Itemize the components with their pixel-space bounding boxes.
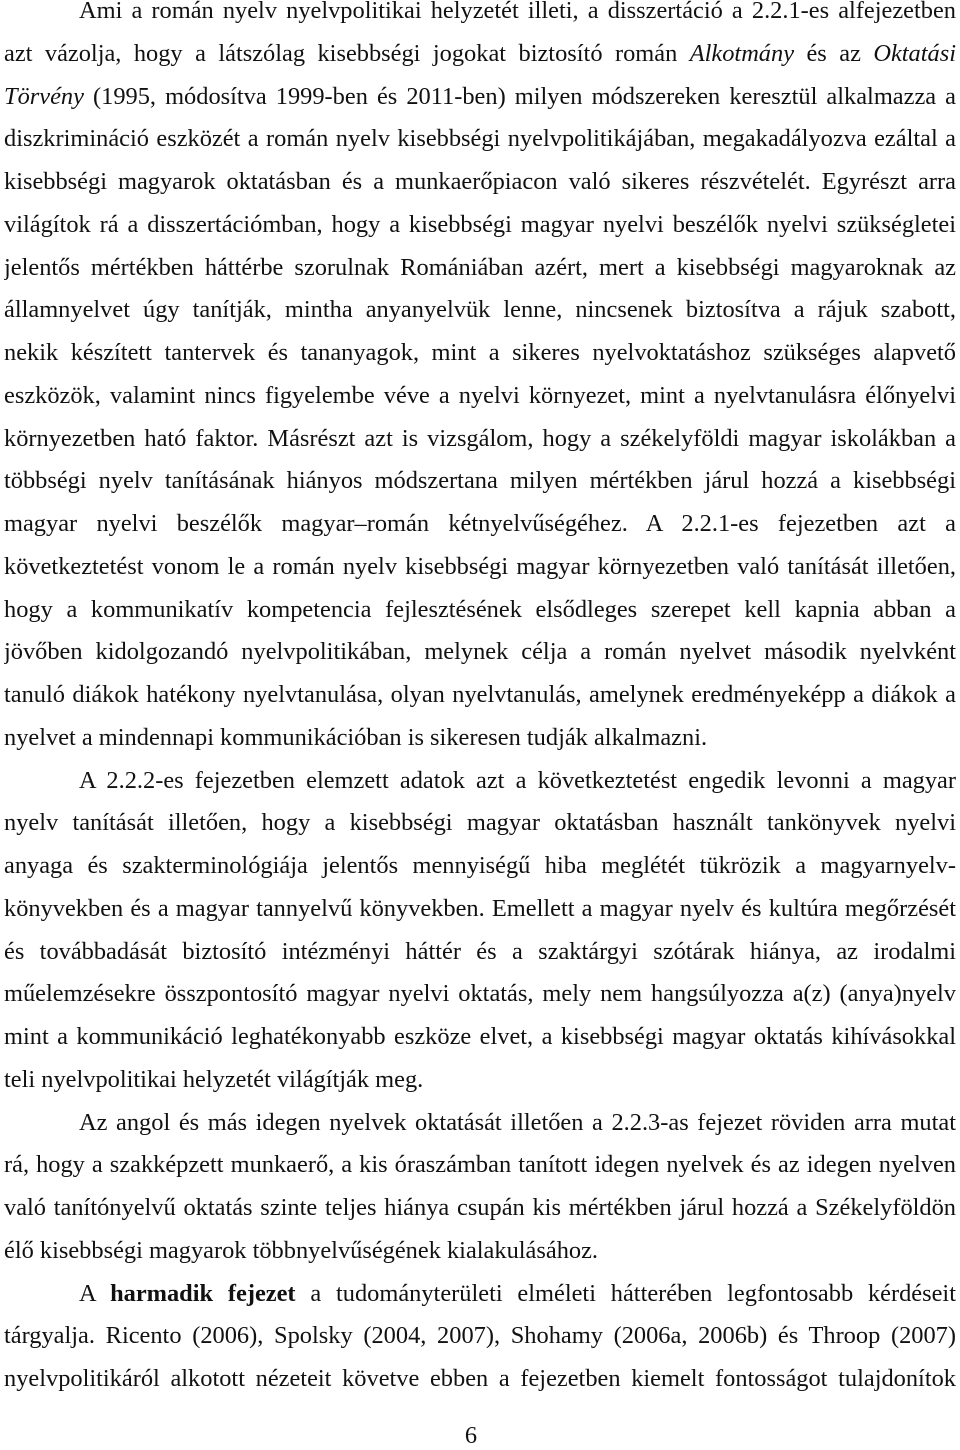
text-line (4, 118, 956, 161)
text-line (4, 674, 956, 717)
line-text: Ami a román nyelv nyelvpolitikai helyzetét illeti, a disszertáció a 2.2.1-es alfejezetben (79, 0, 956, 24)
text-line (4, 589, 956, 632)
text-line (4, 33, 956, 76)
text-line (4, 161, 956, 204)
text-line (4, 1016, 956, 1059)
text-line (4, 0, 956, 33)
italic-text: Oktatási (873, 39, 956, 67)
text-line (4, 332, 956, 375)
text-line (4, 418, 956, 461)
text-line (4, 76, 956, 119)
bold-text: harmadik fejezet (110, 1279, 296, 1307)
line-text: nekik készített tantervek és tananyagok, mint a sikeres nyelvoktatáshoz szükséges alapvető (4, 339, 956, 366)
text-line (4, 717, 956, 760)
italic-text: Törvény (4, 82, 84, 110)
line-text: műelemzésekre összpontosító magyar nyelvi oktatás, mely nem hangsúlyozza a(z) (anya)nyelv (4, 980, 956, 1008)
text-line (4, 204, 956, 247)
italic-text: Alkotmány (689, 39, 795, 67)
line-text: tárgyalja. Ricento (2006), Spolsky (2004, 2007), Shohamy (2006a, 2006b) és Throop (2007) (4, 1322, 956, 1350)
text-line (4, 503, 956, 546)
line-text: tanuló diákok hatékony nyelvtanulása, olyan nyelvtanulás, amelynek eredményeképp a diákok a (4, 681, 956, 708)
text-line (4, 546, 956, 589)
text-line (4, 1187, 956, 1230)
line-text: könyvekben és a magyar tannyelvű könyvekben. Emellett a magyar nyelv és kultúra megőrzését (4, 894, 956, 922)
text-line (4, 845, 956, 888)
line-text: A (79, 1279, 111, 1307)
text-line (4, 460, 956, 503)
line-text: Az angol és más idegen nyelvek oktatását illetően a 2.2.3-as fejezet röviden arra mutat (79, 1108, 956, 1136)
paragraph (4, 0, 956, 760)
text-line (4, 802, 956, 845)
text-line (4, 375, 956, 418)
text-line (4, 1358, 956, 1401)
text-line (4, 1315, 956, 1358)
line-text: anyaga és szakterminológiája jelentős mennyiségű hiba meglétét tükrözik a magyarnyelv- (4, 852, 956, 879)
text-line (4, 247, 956, 290)
text-line (4, 760, 956, 803)
line-text: többségi nyelv tanításának hiányos módszertana milyen mértékben járul hozzá a kisebbségi (4, 467, 956, 495)
line-text: a tudományterületi elméleti hátterében legfontosabb kérdéseit (295, 1279, 956, 1307)
line-text: nyelvpolitikáról alkotott nézeteit követve ebben a fejezetben kiemelt fontosságot tulajdonítok (4, 1365, 956, 1392)
line-text: nyelv tanítását illetően, hogy a kisebbségi magyar oktatásban használt tankönyvek nyelvi (4, 809, 956, 837)
line-text: jövőben kidolgozandó nyelvpolitikában, melynek célja a román nyelvet második nyelvként (4, 638, 956, 666)
line-text: (1995, módosítva 1999-ben és 2011-ben) milyen módszereken keresztül alkalmazza a (83, 82, 956, 110)
text-line (4, 1230, 956, 1273)
line-text: eszközök, valamint nincs figyelembe véve a nyelvi környezet, mint a nyelvtanulásra élőnyelvi (4, 381, 956, 409)
line-text: hogy a kommunikatív kompetencia fejlesztésének elsődleges szerepet kell kapnia abban a (4, 595, 956, 623)
text-line (4, 1059, 956, 1102)
line-text: magyar nyelvi beszélők magyar–román kétnyelvűségéhez. A 2.2.1-es fejezetben azt a (4, 510, 956, 537)
line-text: azt vázolja, hogy a látszólag kisebbségi jogokat biztosító román (4, 39, 690, 67)
page-number: 6 (464, 1422, 478, 1449)
paragraph (4, 1273, 956, 1401)
line-text: és továbbadását biztosító intézményi háttér és a szaktárgyi szótárak hiánya, az irodalmi (4, 937, 956, 965)
line-text: teli nyelvpolitikai helyzetét világítják meg. (4, 1065, 424, 1093)
text-line (4, 931, 956, 974)
line-text: államnyelvet úgy tanítják, mintha anyanyelvük lenne, nincsenek biztosítva a rájuk szabott, (4, 296, 956, 324)
line-text: élő kisebbségi magyarok többnyelvűségének kialakulásához. (4, 1236, 599, 1264)
line-text: világítok rá a disszertációmban, hogy a kisebbségi magyar nyelvi beszélők nyelvi szükségletei (4, 210, 956, 238)
text-line (4, 1144, 956, 1187)
line-text: jelentős mértékben háttérbe szorulnak Romániában azért, mert a kisebbségi magyaroknak az (4, 253, 956, 281)
paragraph (4, 1102, 956, 1273)
text-line (4, 289, 956, 332)
line-text: mint a kommunikáció leghatékonyabb eszköze elvet, a kisebbségi magyar oktatás kihívásokkal (4, 1023, 956, 1050)
line-text: nyelvet a mindennapi kommunikációban is sikeresen tudják alkalmazni. (4, 723, 708, 751)
line-text: való tanítónyelvű oktatás szinte teljes hiánya csupán kis mértékben járul hozzá a Székelyföldön (4, 1194, 956, 1221)
text-line (4, 1102, 956, 1145)
line-text: A 2.2.2-es fejezetben elemzett adatok azt a következtetést engedik levonni a magyar (79, 766, 956, 794)
text-line (4, 888, 956, 931)
line-text: rá, hogy a szakképzett munkaerő, a kis óraszámban tanított idegen nyelvek és az idegen nyelven (4, 1151, 956, 1179)
line-text: diszkrimináció eszközét a román nyelv kisebbségi nyelvpolitikájában, megakadályozva ezáltal a (4, 125, 956, 153)
text-line (4, 973, 956, 1016)
line-text: következtetést vonom le a román nyelv kisebbségi magyar környezetben való tanítását illetően, (4, 552, 956, 580)
text-line (4, 1273, 956, 1316)
document-body (4, 0, 956, 1401)
text-line (4, 631, 956, 674)
line-text: környezetben ható faktor. Másrészt azt is vizsgálom, hogy a székelyföldi magyar iskolákban a (4, 424, 956, 452)
line-text: és az (794, 39, 874, 67)
paragraph (4, 760, 956, 1102)
line-text: kisebbségi magyarok oktatásban és a munkaerőpiacon való sikeres részvételét. Egyrészt arra (4, 168, 956, 195)
